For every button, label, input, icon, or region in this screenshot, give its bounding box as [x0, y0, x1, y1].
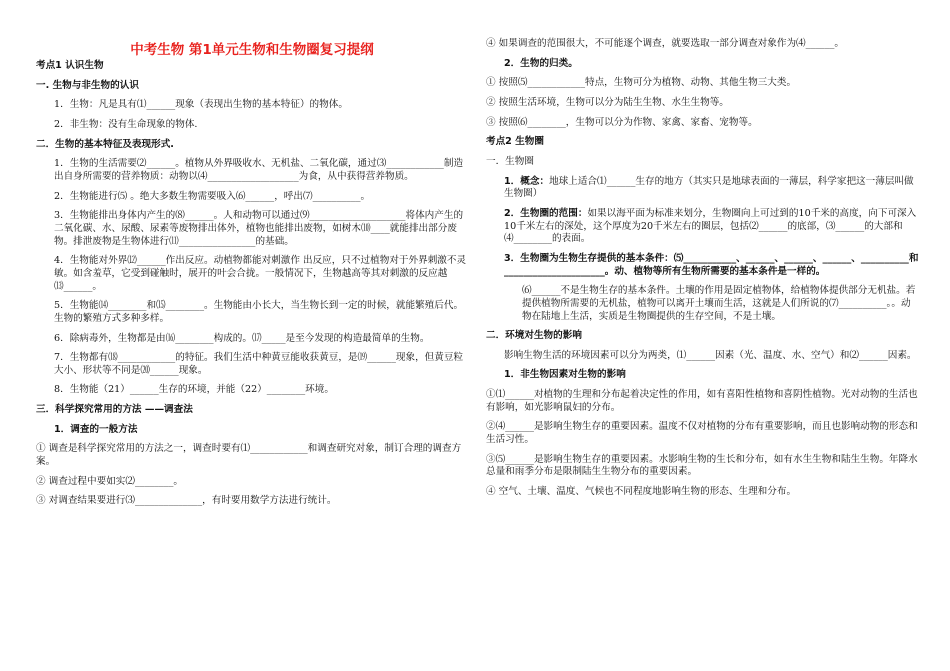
page-title: 中考生物 第1单元生物和生物圈复习提纲 — [130, 42, 374, 58]
term-label: 2．生物圈的范围： — [504, 207, 588, 219]
section-heading: 二．环境对生物的影响 — [486, 330, 582, 342]
section-heading: 2．生物的归类。 — [504, 57, 578, 69]
term-label: 1．概念： — [504, 175, 550, 187]
paragraph: 4．生物能对外界⑿______作出反应。动植物都能对刺激作 出反应，只不过植物对于外界刺激不灵敏。如含羞草，它受到碰触时，展开的叶会合拢。一般情况下，生物越高等其对刺激的反应越⒀______。 — [54, 255, 467, 292]
section-heading: 一. 生物与非生物的认识 — [36, 79, 139, 91]
paragraph: 7．生物都有⒅____________的特征。我们生活中种黄豆能收获黄豆，是⒆______现象，但黄豆粒大小、形状等不同是⒇______现象。 — [54, 352, 464, 376]
paragraph: ① 调查是科学探究常用的方法之一，调查时要有⑴____________和调查研究对象，制订合理的调查方案。 — [36, 443, 462, 468]
paragraph: 1．生物：凡是具有⑴______现象（表现出生物的基本特征）的物体。 — [54, 99, 348, 111]
paragraph: 5．生物能⒁________和⒂________。生物能由小长大，当生物长到一定的时候，就能繁殖后代。生物的繁殖方式多种多样。 — [54, 300, 464, 324]
paragraph-text: 如果以海平面为标准来划分，生物圈向上可过到的10千米的高度，向下可深入10千米左右的深处，这个厚度为20千米左右的圈层，包括⑵______的底部，⑶______的大部和⑷________的表面。 — [504, 207, 917, 245]
section-heading: 三．科学探究常用的方法 ——调查法 — [36, 404, 193, 416]
paragraph: 2．非生物：没有生命现象的物体. — [54, 118, 198, 130]
paragraph: 一．生物圈 — [486, 155, 534, 167]
paragraph: ④ 如果调查的范围很大，不可能逐个调查，就要选取一部分调查对象作为⑷______。 — [486, 38, 845, 49]
paragraph: ① 按照⑸____________特点，生物可分为植物、动物、其他生物三大类。 — [486, 77, 797, 89]
paragraph: 1．生物的生活需要⑵______。植物从外界吸收水、无机盐、二氧化碳，通过⑶____________制造出自身所需要的营养物质：动物以⑷___________________为食，从中获得营养物质。 — [54, 158, 464, 182]
paragraph: ② 调查过程中要如实⑵________。 — [36, 475, 183, 487]
paragraph — [486, 253, 920, 278]
section-heading: 1．非生物因素对生物的影响 — [504, 369, 626, 381]
paragraph — [486, 208, 920, 246]
paragraph: ③ 对调查结果要进行⑶______________，有时要用数学方法进行统计。 — [36, 495, 337, 507]
term-label: 3．生物圈为生物生存提供的基本条件：⑸___________、______、______、______、__________和_____________________。动、植物等所有生物所需要的基本条件是一样的。 — [504, 252, 919, 277]
left-column — [36, 60, 468, 515]
paragraph: ④ 空气、土壤、温度、气候也不同程度地影响生物的形态、生理和分布。 — [486, 486, 797, 498]
paragraph: ③⑸______是影响生物生存的重要因素。水影响生物的生长和分布，如有水生生物和陆生生物。年降水总量和雨季分布是限制陆生生物分布的重要因素。 — [486, 453, 918, 478]
paragraph-text: 地球上适合⑴______生存的地方（其实只是地球表面的一薄层，科学家把这一薄层叫做生物圈） — [504, 175, 914, 200]
paragraph: 2．生物能进行⑸ 。绝大多数生物需要吸入⑹______，呼出⑺__________。 — [54, 190, 371, 202]
paragraph: ② 按照生活环境，生物可以分为陆生生物、水生生物等。 — [486, 96, 729, 108]
section-heading: 考点2 生物圈 — [486, 136, 544, 148]
paragraph: 6．除病毒外，生物都是由⒃________构成的。⒄_____是至今发现的构造最简单的生物。 — [54, 332, 430, 344]
paragraph: ①⑴______对植物的生理和分布起着决定性的作用，如有喜阳性植物和喜阴性植物。光对动物的生活也有影响，如光影响鼠妇的分布。 — [486, 389, 918, 413]
section-heading: 1．调查的一般方法 — [54, 423, 138, 435]
paragraph: 8．生物能（21）______生存的环境，并能（22）________环境。 — [54, 384, 334, 396]
right-column — [486, 38, 920, 506]
section-heading: 考点1 认识生物 — [36, 60, 104, 71]
paragraph: 影响生物生活的环境因素可以分为两类，⑴______因素（光、温度、水、空气）和⑵______因素。 — [504, 349, 917, 361]
paragraph: 3．生物能排出身体内产生的⑻______。人和动物可以通过⑼____________________将体内产生的二氧化碳、水、尿酸、尿素等废物排出体外，植物也能排出废物，如树木⑽____就能排出部分废物。排泄废物是生物体进行⑾________________的基础。 — [54, 210, 464, 247]
section-heading: 二．生物的基本特征及表现形式. — [36, 138, 174, 150]
paragraph: ②⑷______是影响生物生存的重要因素。温度不仅对植物的分布有重要影响，而且也影响动物的形态和生活习性。 — [486, 421, 918, 446]
paragraph — [486, 176, 920, 201]
paragraph: ⑹______不是生物生存的基本条件。土壤的作用是固定植物体，给植物体提供部分无机盐。若提供植物所需要的无机盐，植物可以离开土壤而生活，这就是人们所说的⑺__________。。动物在陆地上生活，实质是生物圈提供的生存空间，不是土壤。 — [522, 285, 916, 322]
paragraph: ③ 按照⑹________，生物可以分为作物、家禽、家畜、宠物等。 — [486, 116, 758, 128]
